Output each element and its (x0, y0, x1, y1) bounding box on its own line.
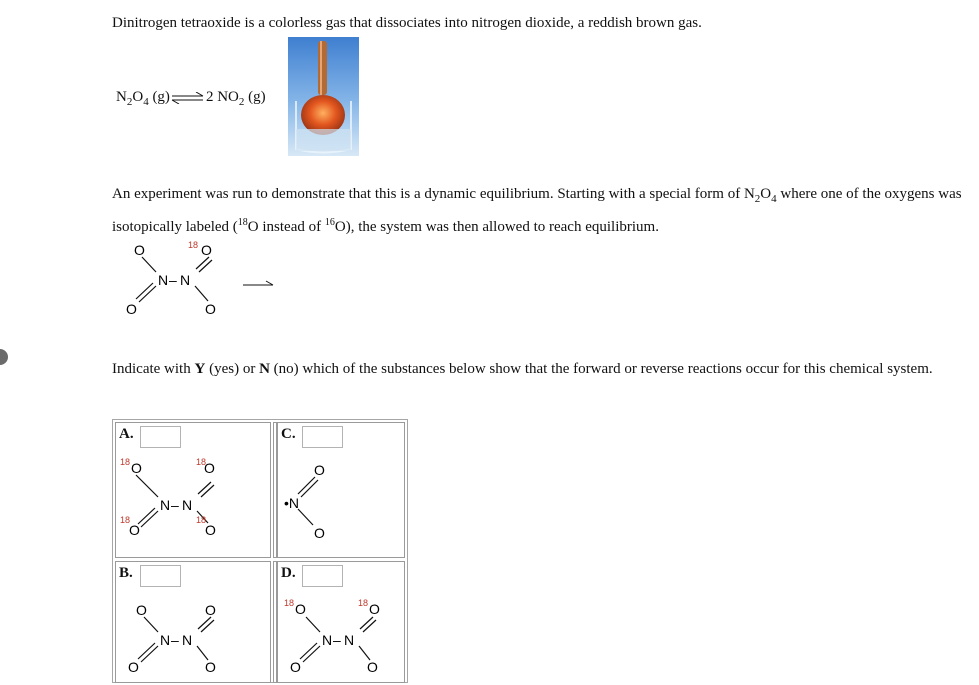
b-dash: – (171, 632, 179, 648)
instr-text-2: (yes) or (205, 361, 260, 377)
eq-reactant-sub2: 4 (143, 96, 149, 108)
a-iso-2: 18 (196, 457, 207, 467)
b-o-top-right: O (205, 602, 216, 618)
start-o-bottom-left: O (126, 301, 137, 317)
a-iso-3: 18 (120, 515, 131, 525)
reaction-arrow-icon (243, 281, 273, 285)
option-d-answer-input[interactable] (302, 565, 343, 587)
instr-no-letter: N (259, 361, 270, 377)
eq-reactant-o: O (132, 89, 144, 105)
a-iso-4: 18 (196, 515, 207, 525)
start-o-bottom-right: O (205, 301, 216, 317)
eq-product: 2 NO (205, 89, 239, 105)
option-b-label: B. (119, 565, 133, 581)
option-c-molecule (278, 451, 406, 546)
starting-molecule (110, 230, 290, 325)
option-a-cell (115, 422, 271, 558)
d-o-bottom-left: O (290, 659, 301, 675)
c-n-radical: •N (284, 495, 300, 511)
para-sup-2: 16 (324, 217, 335, 228)
d-iso-1: 18 (284, 598, 295, 608)
a-n-right: N (182, 497, 193, 513)
a-o-top-left: O (131, 460, 142, 476)
option-c-cell (277, 422, 405, 558)
start-o-top-left: O (134, 242, 145, 258)
d-o-top-left: O (295, 601, 306, 617)
option-d-cell (277, 561, 405, 683)
para-sup-1: 18 (237, 217, 248, 228)
d-o-top-right: O (369, 601, 380, 617)
a-n-left: N (160, 497, 171, 513)
start-n-right: N (180, 272, 191, 288)
option-c-label: C. (281, 426, 296, 442)
equilibrium-arrow-icon (171, 92, 205, 104)
instruction-text (112, 359, 962, 380)
para-text-1: An experiment was run to demonstrate that this is a dynamic equilibrium. Starting with a special form of N (112, 186, 755, 202)
d-iso-2: 18 (358, 598, 369, 608)
option-b-answer-input[interactable] (140, 565, 181, 587)
start-iso-label: 18 (188, 240, 199, 250)
option-b-molecule (116, 590, 272, 685)
para-sub-2: 4 (771, 193, 777, 205)
para-text-4: O instead of (247, 219, 325, 235)
side-handle (0, 349, 8, 365)
para-sub-1: 2 (754, 193, 761, 205)
option-a-label: A. (119, 426, 134, 442)
para-text-5: O), the system was then allowed to reach equilibrium. (334, 219, 659, 235)
b-o-bottom-right: O (205, 659, 216, 675)
option-d-label: D. (281, 565, 296, 581)
option-c-answer-input[interactable] (302, 426, 343, 448)
a-iso-1: 18 (120, 457, 131, 467)
equilibrium-equation (116, 89, 266, 108)
d-n-right: N (344, 632, 355, 648)
b-n-right: N (182, 632, 193, 648)
para-text-2: O (760, 186, 772, 202)
eq-product-state: (g) (244, 89, 266, 105)
instr-text-3: (no) which of the substances below show that the forward or reverse reactions occur for this chemical system. (269, 361, 933, 377)
intro-text: Dinitrogen tetraoxide is a colorless gas that dissociates into nitrogen dioxide, a reddish brown gas. (112, 15, 702, 31)
instr-yes-letter: Y (194, 361, 206, 377)
option-d-molecule (278, 590, 406, 685)
a-dash: – (171, 497, 179, 513)
option-b-cell (115, 561, 271, 683)
d-n-left: N (322, 632, 333, 648)
eq-reactant-state: (g) (148, 89, 170, 105)
eq-product-sub: 2 (238, 96, 245, 108)
instr-text-1: Indicate with (112, 361, 195, 377)
d-dash: – (333, 632, 341, 648)
eq-reactant-n: N (116, 89, 127, 105)
b-o-top-left: O (136, 602, 147, 618)
eq-reactant-sub1: 2 (126, 96, 133, 108)
a-o-top-right: O (204, 460, 215, 476)
c-o-bottom: O (314, 525, 325, 541)
a-o-bottom-left: O (129, 522, 140, 538)
para-text-3: where one of the oxygens was isotopically labeled ( (112, 186, 962, 235)
option-a-molecule (116, 451, 272, 546)
b-o-bottom-left: O (128, 659, 139, 675)
start-o-top-right: O (201, 242, 212, 258)
c-o-top: O (314, 462, 325, 478)
start-dash: – (169, 272, 177, 288)
b-n-left: N (160, 632, 171, 648)
option-a-answer-input[interactable] (140, 426, 181, 448)
flask-photo (288, 37, 359, 156)
a-o-bottom-right: O (205, 522, 216, 538)
d-o-bottom-right: O (367, 659, 378, 675)
start-n-left: N (158, 272, 169, 288)
